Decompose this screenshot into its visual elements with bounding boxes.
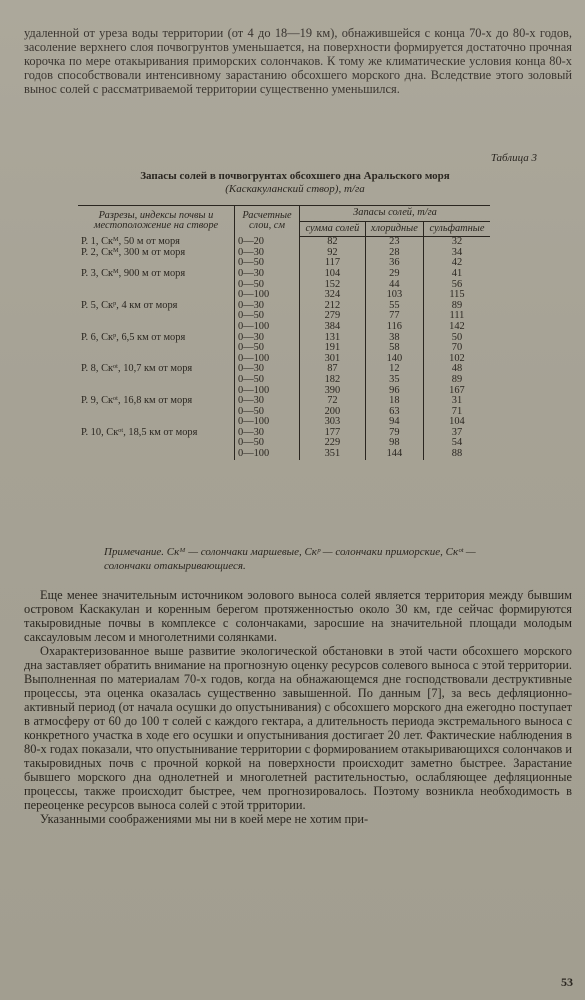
header-site: Разрезы, индексы почвы и местоположение на створе — [78, 206, 235, 237]
sum-cell: 212 — [300, 301, 366, 312]
site-cell: Р. 3, Скᴹ, 900 м от моря — [81, 267, 186, 279]
site-cell — [78, 311, 235, 322]
page-number: 53 — [561, 975, 573, 989]
sulfate-cell: 34 — [423, 248, 490, 259]
sum-cell: 152 — [300, 280, 366, 291]
sulfate-cell: 167 — [423, 386, 490, 397]
chloride-cell: 36 — [365, 258, 423, 269]
site-cell: Р. 9, Скᵒᵗ, 16,8 км от моря — [81, 395, 193, 407]
layer-cell: 0—100 — [235, 386, 300, 397]
chloride-cell: 58 — [365, 343, 423, 354]
sum-cell: 177 — [300, 428, 366, 439]
chloride-cell: 140 — [365, 354, 423, 365]
sulfate-cell: 56 — [423, 280, 490, 291]
site-cell: Р. 10, Скᵒᵗ, 18,5 км от моря — [81, 426, 198, 438]
sulfate-cell: 115 — [423, 290, 490, 301]
table-row — [78, 333, 490, 344]
table-row — [78, 449, 490, 460]
sum-cell: 351 — [300, 449, 366, 460]
table-row — [78, 343, 490, 354]
header-sum: сумма солей — [300, 221, 366, 237]
site-cell — [78, 375, 235, 386]
chloride-cell: 116 — [365, 322, 423, 333]
chloride-cell: 63 — [365, 407, 423, 418]
site-cell: Р. 8, Скᵒᵗ, 10,7 км от моря — [81, 363, 193, 375]
site-cell: Р. 6, Скᵖ, 6,5 км от моря — [81, 331, 186, 343]
sulfate-cell: 41 — [423, 269, 490, 280]
layer-cell: 0—50 — [235, 438, 300, 449]
table-row — [78, 428, 490, 439]
site-cell — [78, 407, 235, 418]
sum-cell: 82 — [300, 237, 366, 248]
header-salt-group: Запасы солей, т/га — [300, 206, 491, 222]
site-cell — [78, 449, 235, 460]
layer-cell: 0—50 — [235, 280, 300, 291]
layer-cell: 0—30 — [235, 396, 300, 407]
layer-cell: 0—100 — [235, 290, 300, 301]
sulfate-cell: 142 — [423, 322, 490, 333]
sulfate-cell: 104 — [423, 417, 490, 428]
layer-cell: 0—50 — [235, 258, 300, 269]
layer-cell: 0—100 — [235, 449, 300, 460]
top-paragraph-text: удаленной от уреза воды территории (от 4 до 18—19 км), обнажившейся с конца 70-х до 80-х годов, засоление верхнего слоя почвогрунтов уменьшается, на поверхности формируется достаточно прочная корочка по мере отакыривания приморских солончаков. К тому же климатические условия конца 80-х годов способствовали интенсивному зарастанию обсохшего морского дна. Вследствие этого золовый вынос солей с рассматриваемой территории существенно уменьшился. — [24, 26, 572, 96]
chloride-cell: 23 — [365, 237, 423, 248]
chloride-cell: 18 — [365, 396, 423, 407]
chloride-cell: 35 — [365, 375, 423, 386]
body-paragraph-1: Еще менее значительным источником эолового выноса солей является территория между бывшим островом Каскакулан и коренным берегом протяженностью около 30 км, где сейчас формируются такыровидные почвы в комплексе с солончаками, заросшие на значительной площади молодым саксауловым лесом и многолетними солянками. — [24, 588, 572, 644]
sum-cell: 117 — [300, 258, 366, 269]
sum-cell: 131 — [300, 333, 366, 344]
site-cell: Р. 2, Скᴹ, 300 м от моря — [81, 246, 186, 258]
layer-cell: 0—50 — [235, 407, 300, 418]
table-row — [78, 248, 490, 259]
sum-cell: 200 — [300, 407, 366, 418]
sum-cell: 92 — [300, 248, 366, 259]
chloride-cell: 12 — [365, 364, 423, 375]
layer-cell: 0—50 — [235, 311, 300, 322]
layer-cell: 0—30 — [235, 269, 300, 280]
layer-cell: 0—20 — [235, 237, 300, 248]
chloride-cell: 103 — [365, 290, 423, 301]
sulfate-cell: 31 — [423, 396, 490, 407]
layer-cell: 0—100 — [235, 322, 300, 333]
layer-cell: 0—50 — [235, 343, 300, 354]
chloride-cell: 79 — [365, 428, 423, 439]
site-cell — [78, 438, 235, 449]
sum-cell: 384 — [300, 322, 366, 333]
table-number: Таблица 3 — [490, 152, 537, 164]
table-row — [78, 396, 490, 407]
table-body — [78, 237, 490, 460]
table-row — [78, 438, 490, 449]
layer-cell: 0—100 — [235, 417, 300, 428]
sulfate-cell: 89 — [423, 375, 490, 386]
sum-cell: 229 — [300, 438, 366, 449]
layer-cell: 0—30 — [235, 333, 300, 344]
sum-cell: 87 — [300, 364, 366, 375]
table-title-sub: (Каскакуланский створ), т/га — [225, 183, 365, 195]
layer-cell: 0—30 — [235, 301, 300, 312]
chloride-cell: 77 — [365, 311, 423, 322]
chloride-cell: 55 — [365, 301, 423, 312]
layer-cell: 0—30 — [235, 364, 300, 375]
table-row — [78, 407, 490, 418]
sulfate-cell: 102 — [423, 354, 490, 365]
sulfate-cell: 42 — [423, 258, 490, 269]
sum-cell: 104 — [300, 269, 366, 280]
header-chloride: хлоридные — [365, 221, 423, 237]
table-row — [78, 301, 490, 312]
sulfate-cell: 32 — [423, 237, 490, 248]
site-cell — [78, 280, 235, 291]
site-cell — [78, 343, 235, 354]
table-row — [78, 269, 490, 280]
sulfate-cell: 54 — [423, 438, 490, 449]
header-sulfate: сульфатные — [423, 221, 490, 237]
chloride-cell: 38 — [365, 333, 423, 344]
sulfate-cell: 50 — [423, 333, 490, 344]
site-cell — [78, 322, 235, 333]
sum-cell: 303 — [300, 417, 366, 428]
site-cell: Р. 1, Скᴹ, 50 м от моря — [81, 235, 180, 247]
sulfate-cell: 88 — [423, 449, 490, 460]
chloride-cell: 98 — [365, 438, 423, 449]
chloride-cell: 144 — [365, 449, 423, 460]
sum-cell: 390 — [300, 386, 366, 397]
chloride-cell: 28 — [365, 248, 423, 259]
sum-cell: 301 — [300, 354, 366, 365]
salt-reserves-table — [78, 205, 490, 460]
table-note: Примечание. Скᴹ — солончаки маршевые, Скᵖ — солончаки приморские, Скᵒᵗ — солончаки отакыривающиеся. — [104, 546, 476, 572]
site-cell: Р. 5, Скᵖ, 4 км от моря — [81, 299, 178, 311]
sum-cell: 182 — [300, 375, 366, 386]
sulfate-cell: 70 — [423, 343, 490, 354]
layer-cell: 0—100 — [235, 354, 300, 365]
chloride-cell: 29 — [365, 269, 423, 280]
chloride-cell: 44 — [365, 280, 423, 291]
layer-cell: 0—30 — [235, 248, 300, 259]
table-row — [78, 364, 490, 375]
table-row — [78, 375, 490, 386]
sulfate-cell: 111 — [423, 311, 490, 322]
sum-cell: 324 — [300, 290, 366, 301]
table-row — [78, 280, 490, 291]
table-row — [78, 311, 490, 322]
body-paragraph-2: Охарактеризованное выше развитие экологической обстановки в этой части обсохшего морского дна заставляет обратить внимание на прогнозную оценку ресурсов солевого выноса с этой территории. Выполненная по материалам 70-х годов, когда на обнажающемся дне господствовали деструктивные процессы, эта оценка оказалась существенно завышенной. По данным [7], за весь дефляционно-активный период (от начала осушки до опустынивания) с обсохшего морского дна ежегодно поступает в атмосферу от 60 до 100 т солей с каждого гектара, а длительность периода экстремального выноса с конкретного участка в ходе его осушки и опустынивания достигает 20 лет. Фактические наблюдения в 80-х годах показали, что опустынивание территории с формированием отакыривающихся солончаков и такыровидных почв с прочной коркой на поверхности происходит заметно быстрее. Зарастание бывшего морского дна однолетней и многолетней растительностью, ослабляющее дефляционные процессы, также происходит быстрее, чем прогнозировалось. Поэтому возникла необходимость в переоценке ресурсов выноса солей с этой трритории. — [24, 644, 572, 812]
sulfate-cell: 71 — [423, 407, 490, 418]
sum-cell: 191 — [300, 343, 366, 354]
top-paragraph — [24, 26, 572, 96]
sum-cell: 72 — [300, 396, 366, 407]
sulfate-cell: 89 — [423, 301, 490, 312]
chloride-cell: 96 — [365, 386, 423, 397]
table-title-main: Запасы солей в почвогрунтах обсохшего дна Аральского моря — [140, 170, 450, 182]
sulfate-cell: 48 — [423, 364, 490, 375]
layer-cell: 0—50 — [235, 375, 300, 386]
sulfate-cell: 37 — [423, 428, 490, 439]
table-title — [70, 170, 520, 196]
table-row — [78, 322, 490, 333]
layer-cell: 0—30 — [235, 428, 300, 439]
chloride-cell: 94 — [365, 417, 423, 428]
header-layer: Расчетные слои, см — [235, 206, 300, 237]
body-text — [24, 588, 572, 826]
body-paragraph-3: Указанными соображениями мы ни в коей мере не хотим при- — [40, 812, 369, 826]
sum-cell: 279 — [300, 311, 366, 322]
